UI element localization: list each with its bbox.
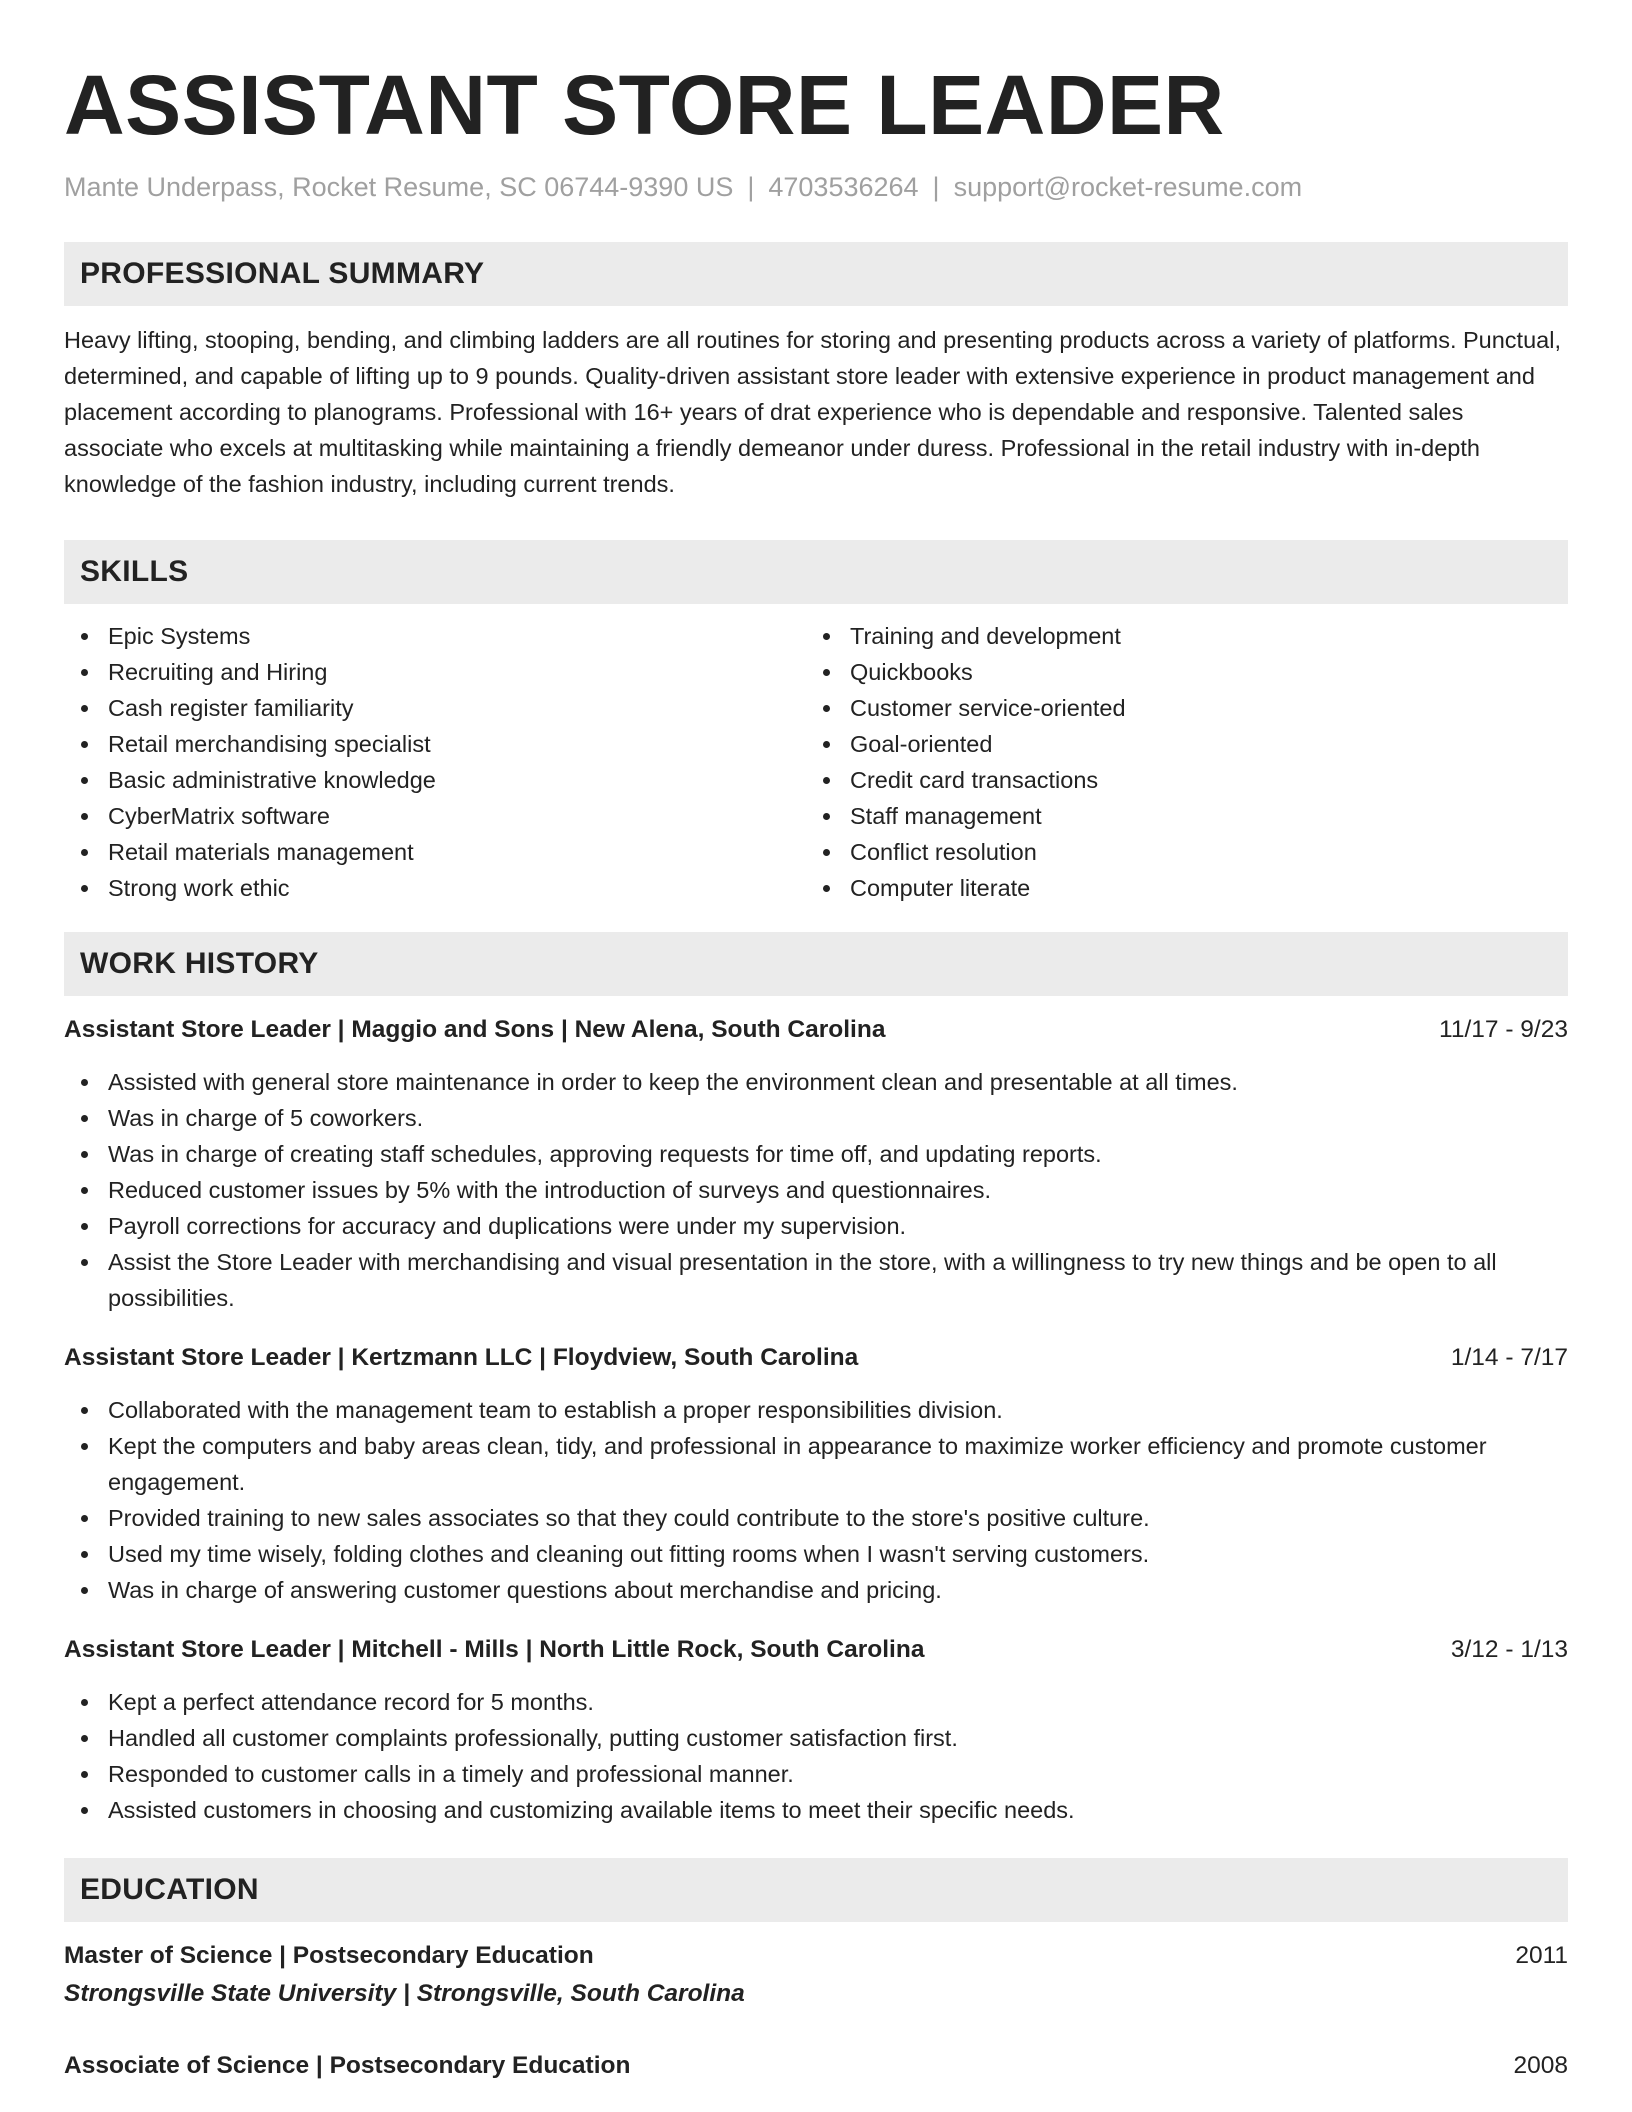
skill-item: Training and development [806, 618, 1548, 654]
job-bullet: Kept a perfect attendance record for 5 months. [64, 1684, 1568, 1720]
section-heading-education: EDUCATION [64, 1858, 1568, 1922]
skill-item: Customer service-oriented [806, 690, 1548, 726]
skills-list [64, 618, 1568, 906]
contact-line [64, 170, 1568, 204]
job-entry [64, 1012, 1568, 1316]
education-header [64, 2048, 1568, 2084]
section-heading-skills: SKILLS [64, 540, 1568, 604]
job-dates: 3/12 - 1/13 [1450, 1636, 1568, 1663]
job-bullet: Used my time wisely, folding clothes and cleaning out fitting rooms when I wasn't serving customers. [64, 1536, 1568, 1572]
skills-column-left [64, 618, 806, 906]
job-bullet: Collaborated with the management team to establish a proper responsibilities division. [64, 1392, 1568, 1428]
job-bullet: Assisted with general store maintenance in order to keep the environment clean and presentable at all times. [64, 1064, 1568, 1100]
contact-separator: | [747, 172, 755, 202]
contact-separator: | [932, 172, 940, 202]
skill-item: Recruiting and Hiring [64, 654, 806, 690]
education-entry [64, 2048, 1568, 2084]
job-title: Assistant Store Leader | Mitchell - Mills | North Little Rock, South Carolina [64, 1636, 925, 1663]
skill-item: Quickbooks [806, 654, 1548, 690]
job-bullet: Payroll corrections for accuracy and duplications were under my supervision. [64, 1208, 1568, 1244]
education-degree: Master of Science | Postsecondary Education [64, 1942, 594, 1969]
skill-item: Credit card transactions [806, 762, 1548, 798]
contact-email: support@rocket-resume.com [953, 172, 1303, 202]
job-bullet: Reduced customer issues by 5% with the introduction of surveys and questionnaires. [64, 1172, 1568, 1208]
job-bullet: Was in charge of 5 coworkers. [64, 1100, 1568, 1136]
education-year: 2011 [1515, 1942, 1568, 1969]
section-heading-summary: PROFESSIONAL SUMMARY [64, 242, 1568, 306]
resume-page [64, 0, 1568, 2084]
skill-item: Staff management [806, 798, 1548, 834]
skill-item: Retail merchandising specialist [64, 726, 806, 762]
job-header [64, 1340, 1568, 1376]
job-bullets [64, 1684, 1568, 1828]
skill-item: Epic Systems [64, 618, 806, 654]
skill-item: Basic administrative knowledge [64, 762, 806, 798]
skill-item: Strong work ethic [64, 870, 806, 906]
resume-title: ASSISTANT STORE LEADER [64, 58, 1225, 152]
job-bullet: Assist the Store Leader with merchandising and visual presentation in the store, with a willingness to try new things and be open to all possibilities. [64, 1244, 1568, 1316]
contact-phone: 4703536264 [768, 172, 919, 202]
education-header [64, 1938, 1568, 1974]
education-school: Strongsville State University | Strongsville, South Carolina [64, 1980, 745, 2007]
summary-paragraph: Heavy lifting, stooping, bending, and climbing ladders are all routines for storing and presenting products across a variety of platforms. Punctual, determined, and capable of lifting up to 9 pounds. Quality-driven assistant store leader with extensive experience in product management and placement according to planograms. Professional with 16+ years of drat experience who is dependable and responsive. Talented sales associate who excels at multitasking while maintaining a friendly demeanor under duress. Professional in the retail industry with in-depth knowledge of the fashion industry, including current trends. [64, 327, 1561, 497]
job-title: Assistant Store Leader | Maggio and Sons | New Alena, South Carolina [64, 1016, 886, 1043]
section-heading-work: WORK HISTORY [64, 932, 1568, 996]
job-bullet: Provided training to new sales associates so that they could contribute to the store's positive culture. [64, 1500, 1568, 1536]
skill-item: Computer literate [806, 870, 1548, 906]
skill-item: Cash register familiarity [64, 690, 806, 726]
job-bullet: Was in charge of creating staff schedules, approving requests for time off, and updating reports. [64, 1136, 1568, 1172]
skill-item: CyberMatrix software [64, 798, 806, 834]
job-entry [64, 1340, 1568, 1608]
job-bullet: Responded to customer calls in a timely and professional manner. [64, 1756, 1568, 1792]
job-bullet: Handled all customer complaints professionally, putting customer satisfaction first. [64, 1720, 1568, 1756]
education-degree: Associate of Science | Postsecondary Education [64, 2052, 631, 2079]
skills-column-right [806, 618, 1548, 906]
job-bullets [64, 1392, 1568, 1608]
skill-item: Conflict resolution [806, 834, 1548, 870]
job-dates: 11/17 - 9/23 [1439, 1016, 1568, 1043]
contact-address: Mante Underpass, Rocket Resume, SC 06744-9390 US [64, 172, 734, 202]
education-year: 2008 [1513, 2052, 1568, 2079]
skill-item: Retail materials management [64, 834, 806, 870]
job-header [64, 1012, 1568, 1048]
job-title: Assistant Store Leader | Kertzmann LLC | Floydview, South Carolina [64, 1344, 859, 1371]
job-header [64, 1632, 1568, 1668]
job-bullet: Was in charge of answering customer questions about merchandise and pricing. [64, 1572, 1568, 1608]
job-entry [64, 1632, 1568, 1828]
skill-item: Goal-oriented [806, 726, 1548, 762]
job-bullet: Kept the computers and baby areas clean, tidy, and professional in appearance to maximize worker efficiency and promote customer engagement. [64, 1428, 1568, 1500]
education-entry [64, 1938, 1568, 2012]
job-dates: 1/14 - 7/17 [1450, 1344, 1568, 1371]
job-bullet: Assisted customers in choosing and customizing available items to meet their specific needs. [64, 1792, 1568, 1828]
job-bullets [64, 1064, 1568, 1316]
